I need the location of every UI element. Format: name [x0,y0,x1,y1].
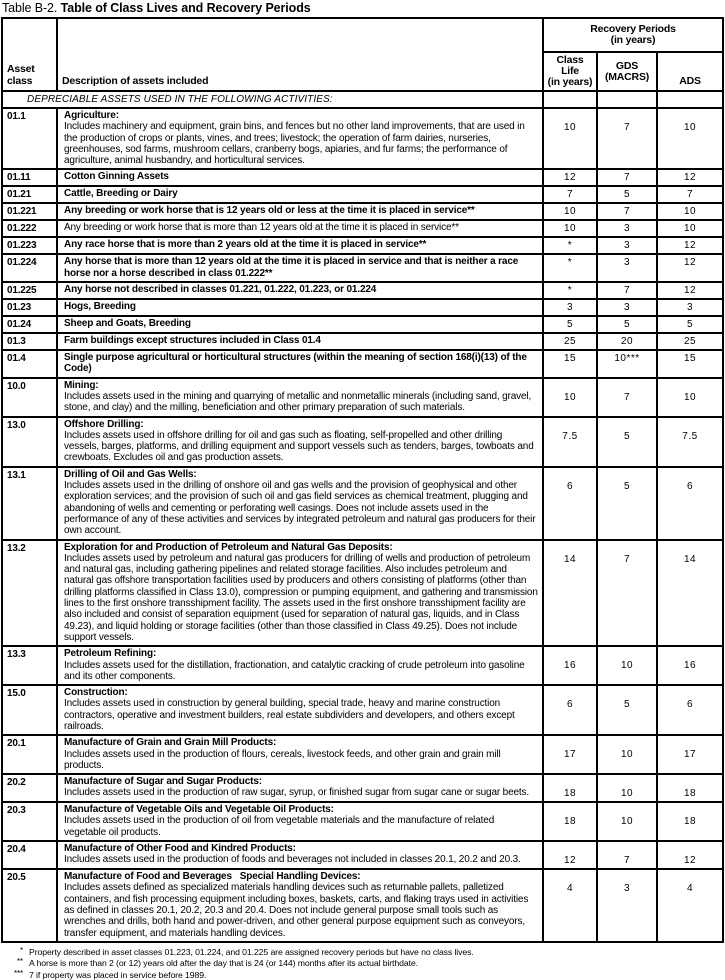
gds-cell: 10 [597,735,657,774]
description-cell [57,299,543,316]
class-life-cell: 10 [543,203,597,220]
asset-body: Includes assets used in the production of flours, cereals, livestock feeds, and other grain and grain mill products. [64,748,501,771]
class-life-cell: 16 [543,646,597,685]
ads-cell: 12 [657,169,723,186]
ads-cell: 18 [657,774,723,802]
table-row [2,254,723,282]
ads-cell: 7.5 [657,417,723,467]
class-life-cell: 12 [543,169,597,186]
ads-cell: 10 [657,378,723,417]
asset-body: Includes machinery and equipment, grain bins, and fences but no other land improvements, that are used in the production of crops or plants, vines, and trees; livestock; the operation of farm dairies, nurseries, greenhouses, sod farms, mushroom cellars, cranberry bogs, apiaries, and fur farms; the performance of agriculture, animal husbandry, and horticultural services. [64,121,525,167]
asset-title: Farm buildings except structures included in Class 01.4 [64,335,321,347]
gds-cell: 3 [597,237,657,254]
asset-title: Cotton Ginning Assets [64,171,169,183]
class-life-cell: 14 [543,540,597,647]
class-life-cell: 18 [543,802,597,841]
asset-class-cell: 01.23 [2,299,57,316]
asset-title: Any breeding or work horse that is more than 12 years old at the time it is placed in service** [64,222,459,234]
class-life-cell: 12 [543,841,597,869]
asset-class-cell: 01.225 [2,282,57,299]
asset-title: Agriculture: [64,110,119,121]
section-empty-gds [597,91,657,108]
asset-body: Includes assets used in the mining and quarrying of metallic and nonmetallic minerals (including sand, gravel, stone, and clay) and the milling, beneficiation and other primary preparation of such materials. [64,390,532,414]
class-life-cell: 6 [543,467,597,540]
asset-title: Manufacture of Sugar and Sugar Products: [64,776,262,788]
table-row [2,378,723,417]
asset-title: Manufacture of Grain and Grain Mill Products: [64,737,277,749]
description-cell [57,378,543,417]
gds-cell: 10*** [597,350,657,378]
class-lives-table [1,17,724,943]
class-life-cell: 7.5 [543,417,597,467]
asset-class-cell: 13.3 [2,646,57,685]
table-row [2,169,723,186]
gds-cell: 10 [597,802,657,841]
description-cell [57,169,543,186]
table-row [2,220,723,237]
asset-body: Includes assets used by petroleum and natural gas producers for drilling of wells and production of petroleum and natural gas, including gathering pipelines and related storage facilities. Also includes petroleum and natural gas offshore transportation facilities used by producers and others consisting of platforms (other than drilling platforms classified in Class 13.0), compression or pumping equipment, and gathering and transmission lines to the first onshore transshipment facility. The assets used in the first onshore transshipment facility are also included and consist of separation equipment (used for separation of natural gas, liquids, and in Class 49.23), and liquid holding or storage facilities (other than those classified in Class 49.25). Does not include support vessels. [64,552,538,643]
footnote-text: A horse is more than 2 (or 12) years old after the day that is 24 (or 144) months after its actual birthdate. [29,958,418,969]
asset-class-cell: 01.224 [2,254,57,282]
asset-title: Cattle, Breeding or Dairy [64,188,178,200]
asset-class-cell: 15.0 [2,685,57,735]
asset-body: Includes assets defined as specialized materials handling devices such as returnable pallets, palletized containers, and fish processing equipment including boxes, baskets, carts, and flaking trays used in activities as defined in classes 20.1, 20.2, 20.3 and 20.4. Does not include general purpose small tools such as wrenches and drills, both hand and power-driven, and other general purpose equipment such as conveyors, transfer equipment, and materials handling devices. [64,882,529,939]
footnote-symbol: ** [16,957,23,967]
class-life-cell: 7 [543,186,597,203]
table-row [2,186,723,203]
ads-cell: 6 [657,685,723,735]
gds-cell: 7 [597,540,657,647]
gds-cell: 5 [597,417,657,467]
section-row [2,91,723,108]
description-cell [57,417,543,467]
class-life-cell: 18 [543,774,597,802]
ads-cell: 7 [657,186,723,203]
asset-class-cell: 13.1 [2,467,57,540]
ads-cell: 10 [657,203,723,220]
table-row [2,299,723,316]
gds-cell: 7 [597,108,657,169]
ads-cell: 12 [657,841,723,869]
header-gds-line1: GDS [615,59,639,72]
ads-cell: 12 [657,237,723,254]
header-class-life-line1: Class Life [556,54,584,77]
gds-cell: 3 [597,299,657,316]
class-life-cell: 4 [543,869,597,942]
header-recovery-line1: Recovery Periods [590,23,676,35]
table-row [2,646,723,685]
header-recovery-line2: (in years) [610,34,656,46]
table-row [2,802,723,841]
header-ads: ADS [657,52,723,91]
ads-cell: 25 [657,333,723,350]
gds-cell: 5 [597,186,657,203]
section-empty-class-life [543,91,597,108]
table-row [2,869,723,942]
description-cell [57,186,543,203]
asset-class-cell: 01.221 [2,203,57,220]
table-row [2,841,723,869]
asset-title: Sheep and Goats, Breeding [64,318,191,330]
asset-body: Includes assets used in the production of oil from vegetable materials and the manufacture of related vegetable oil products. [64,815,495,838]
description-cell [57,774,543,802]
description-cell [57,237,543,254]
class-life-cell: 10 [543,220,597,237]
description-cell [57,540,543,647]
asset-title: Petroleum Refining: [64,648,157,660]
class-life-cell: 6 [543,685,597,735]
class-life-cell: 10 [543,378,597,417]
asset-title: Manufacture of Vegetable Oils and Vegetable Oil Products: [64,804,334,816]
asset-title: Hogs, Breeding [64,301,136,313]
class-life-cell: 10 [543,108,597,169]
asset-title: Drilling of Oil and Gas Wells: [64,468,197,480]
asset-class-cell: 20.3 [2,802,57,841]
ads-cell: 14 [657,540,723,647]
footnote [8,947,725,958]
class-life-cell: 5 [543,316,597,333]
asset-class-cell: 20.4 [2,841,57,869]
asset-title: Exploration for and Production of Petroleum and Natural Gas Deposits: [64,541,393,553]
class-life-cell: 25 [543,333,597,350]
gds-cell: 7 [597,378,657,417]
asset-class-cell: 01.222 [2,220,57,237]
ads-cell: 12 [657,254,723,282]
class-life-cell: * [543,254,597,282]
header-gds [597,52,657,91]
table-row [2,316,723,333]
table-row [2,333,723,350]
gds-cell: 7 [597,841,657,869]
class-life-cell: * [543,237,597,254]
asset-class-cell: 10.0 [2,378,57,417]
asset-class-cell: 01.4 [2,350,57,378]
description-cell [57,333,543,350]
ads-cell: 6 [657,467,723,540]
class-life-cell: * [543,282,597,299]
description-cell [57,841,543,869]
table-row [2,735,723,774]
table-row [2,467,723,540]
asset-title: Any breeding or work horse that is 12 years old or less at the time it is placed in service** [64,205,475,217]
class-life-cell: 3 [543,299,597,316]
gds-cell: 20 [597,333,657,350]
asset-title: Offshore Drilling: [64,418,144,430]
asset-body: Includes assets used in offshore drilling for oil and gas such as floating, self-propelled and other drilling vessels, barges, platforms, and drilling equipment and support vessels such as tenders, barges, towboats and crewboats. Excludes oil and gas production assets. [64,429,534,464]
description-cell [57,220,543,237]
asset-body: Includes assets used for the distillation, fractionation, and catalytic cracking of crude petroleum into gasoline and its other components. [64,659,525,682]
gds-cell: 3 [597,220,657,237]
footnote-text: Property described in asset classes 01.223, 01.224, and 01.225 are assigned recovery periods but have no class lives. [29,946,474,957]
table-row [2,685,723,735]
ads-cell: 3 [657,299,723,316]
gds-cell: 5 [597,685,657,735]
description-cell [57,802,543,841]
asset-title: Mining: [64,379,99,391]
description-cell [57,203,543,220]
section-empty-ads [657,91,723,108]
asset-class-cell: 20.5 [2,869,57,942]
asset-title: Any horse not described in classes 01.221, 01.222, 01.223, or 01.224 [64,284,377,296]
table-row [2,282,723,299]
description-cell [57,869,543,942]
gds-cell: 10 [597,774,657,802]
footnotes [0,943,725,980]
description-cell [57,646,543,685]
asset-body: Includes assets used in construction by general building, special trade, heavy and marine construction contractors, operative and investment builders, real estate subdividers and developers, and others except railroads. [64,698,515,732]
ads-cell: 18 [657,802,723,841]
header-class-life-line2: (in years) [547,76,593,88]
ads-cell: 4 [657,869,723,942]
asset-class-cell: 13.2 [2,540,57,647]
header-class-life [543,52,597,91]
asset-title: Manufacture of Food and Beverages Special Handling Devices: [64,871,361,883]
ads-cell: 12 [657,282,723,299]
table-body [2,91,723,942]
asset-class-cell: 01.24 [2,316,57,333]
description-cell [57,316,543,333]
gds-cell: 5 [597,467,657,540]
description-cell [57,735,543,774]
class-life-cell: 17 [543,735,597,774]
asset-body: Includes assets used in the production of foods and beverages not included in classes 20.1, 20.2 and 20.3. [64,854,521,866]
ads-cell: 15 [657,350,723,378]
gds-cell: 7 [597,282,657,299]
section-label: DEPRECIABLE ASSETS USED IN THE FOLLOWING ACTIVITIES: [2,91,543,108]
ads-cell: 17 [657,735,723,774]
footnote [8,970,725,980]
table-number: Table B-2. [2,1,58,15]
gds-cell: 5 [597,316,657,333]
description-cell [57,108,543,169]
header-gds-line2: (MACRS) [604,70,650,83]
table-row [2,203,723,220]
footnote-symbol: *** [13,968,23,978]
gds-cell: 3 [597,254,657,282]
table-title: Table of Class Lives and Recovery Periods [60,1,311,15]
asset-title: Single purpose agricultural or horticultural structures (within the meaning of section 168(i)(13) of the Code) [64,352,530,375]
table-row [2,108,723,169]
ads-cell: 16 [657,646,723,685]
header-asset-class: Asset class [2,18,57,91]
gds-cell: 10 [597,646,657,685]
asset-class-cell: 13.0 [2,417,57,467]
asset-class-cell: 20.1 [2,735,57,774]
asset-body: Includes assets used in the drilling of onshore oil and gas wells and the provision of geophysical and other exploration services; and the provision of such oil and gas field services as chemical treatment, plugging and abandoning of wells and cementing or perforating well casings. Does not include assets used in the performance of any of these activities and services by integrated petroleum and natural gas producers for their own account. [64,480,536,537]
gds-cell: 7 [597,169,657,186]
description-cell [57,685,543,735]
table-row [2,417,723,467]
asset-title: Construction: [64,687,128,699]
description-cell [57,254,543,282]
asset-class-cell: 01.223 [2,237,57,254]
header-recovery-periods [543,18,723,52]
asset-class-cell: 01.11 [2,169,57,186]
ads-cell: 10 [657,220,723,237]
table-row [2,350,723,378]
ads-cell: 10 [657,108,723,169]
asset-title: Any horse that is more than 12 years old at the time it is placed in service and that is neither a race horse nor a horse described in class 01.222** [64,256,521,279]
asset-body: Includes assets used in the production of raw sugar, syrup, or finished sugar from sugar cane or sugar beets. [64,787,530,799]
footnote-text: 7 if property was placed in service before 1989. [29,969,207,980]
asset-class-cell: 01.21 [2,186,57,203]
description-cell [57,350,543,378]
footnote [8,958,725,969]
footnote-symbol: * [19,945,23,955]
table-row [2,540,723,647]
class-life-cell: 15 [543,350,597,378]
document-title [0,0,725,17]
asset-title: Manufacture of Other Food and Kindred Products: [64,843,296,855]
asset-class-cell: 01.3 [2,333,57,350]
table-header [2,18,723,91]
asset-class-cell: 01.1 [2,108,57,169]
asset-class-cell: 20.2 [2,774,57,802]
gds-cell: 7 [597,203,657,220]
asset-title: Any race horse that is more than 2 years old at the time it is placed in service** [64,239,427,251]
header-description: Description of assets included [57,18,543,91]
description-cell [57,467,543,540]
table-row [2,237,723,254]
ads-cell: 5 [657,316,723,333]
table-row [2,774,723,802]
description-cell [57,282,543,299]
gds-cell: 3 [597,869,657,942]
